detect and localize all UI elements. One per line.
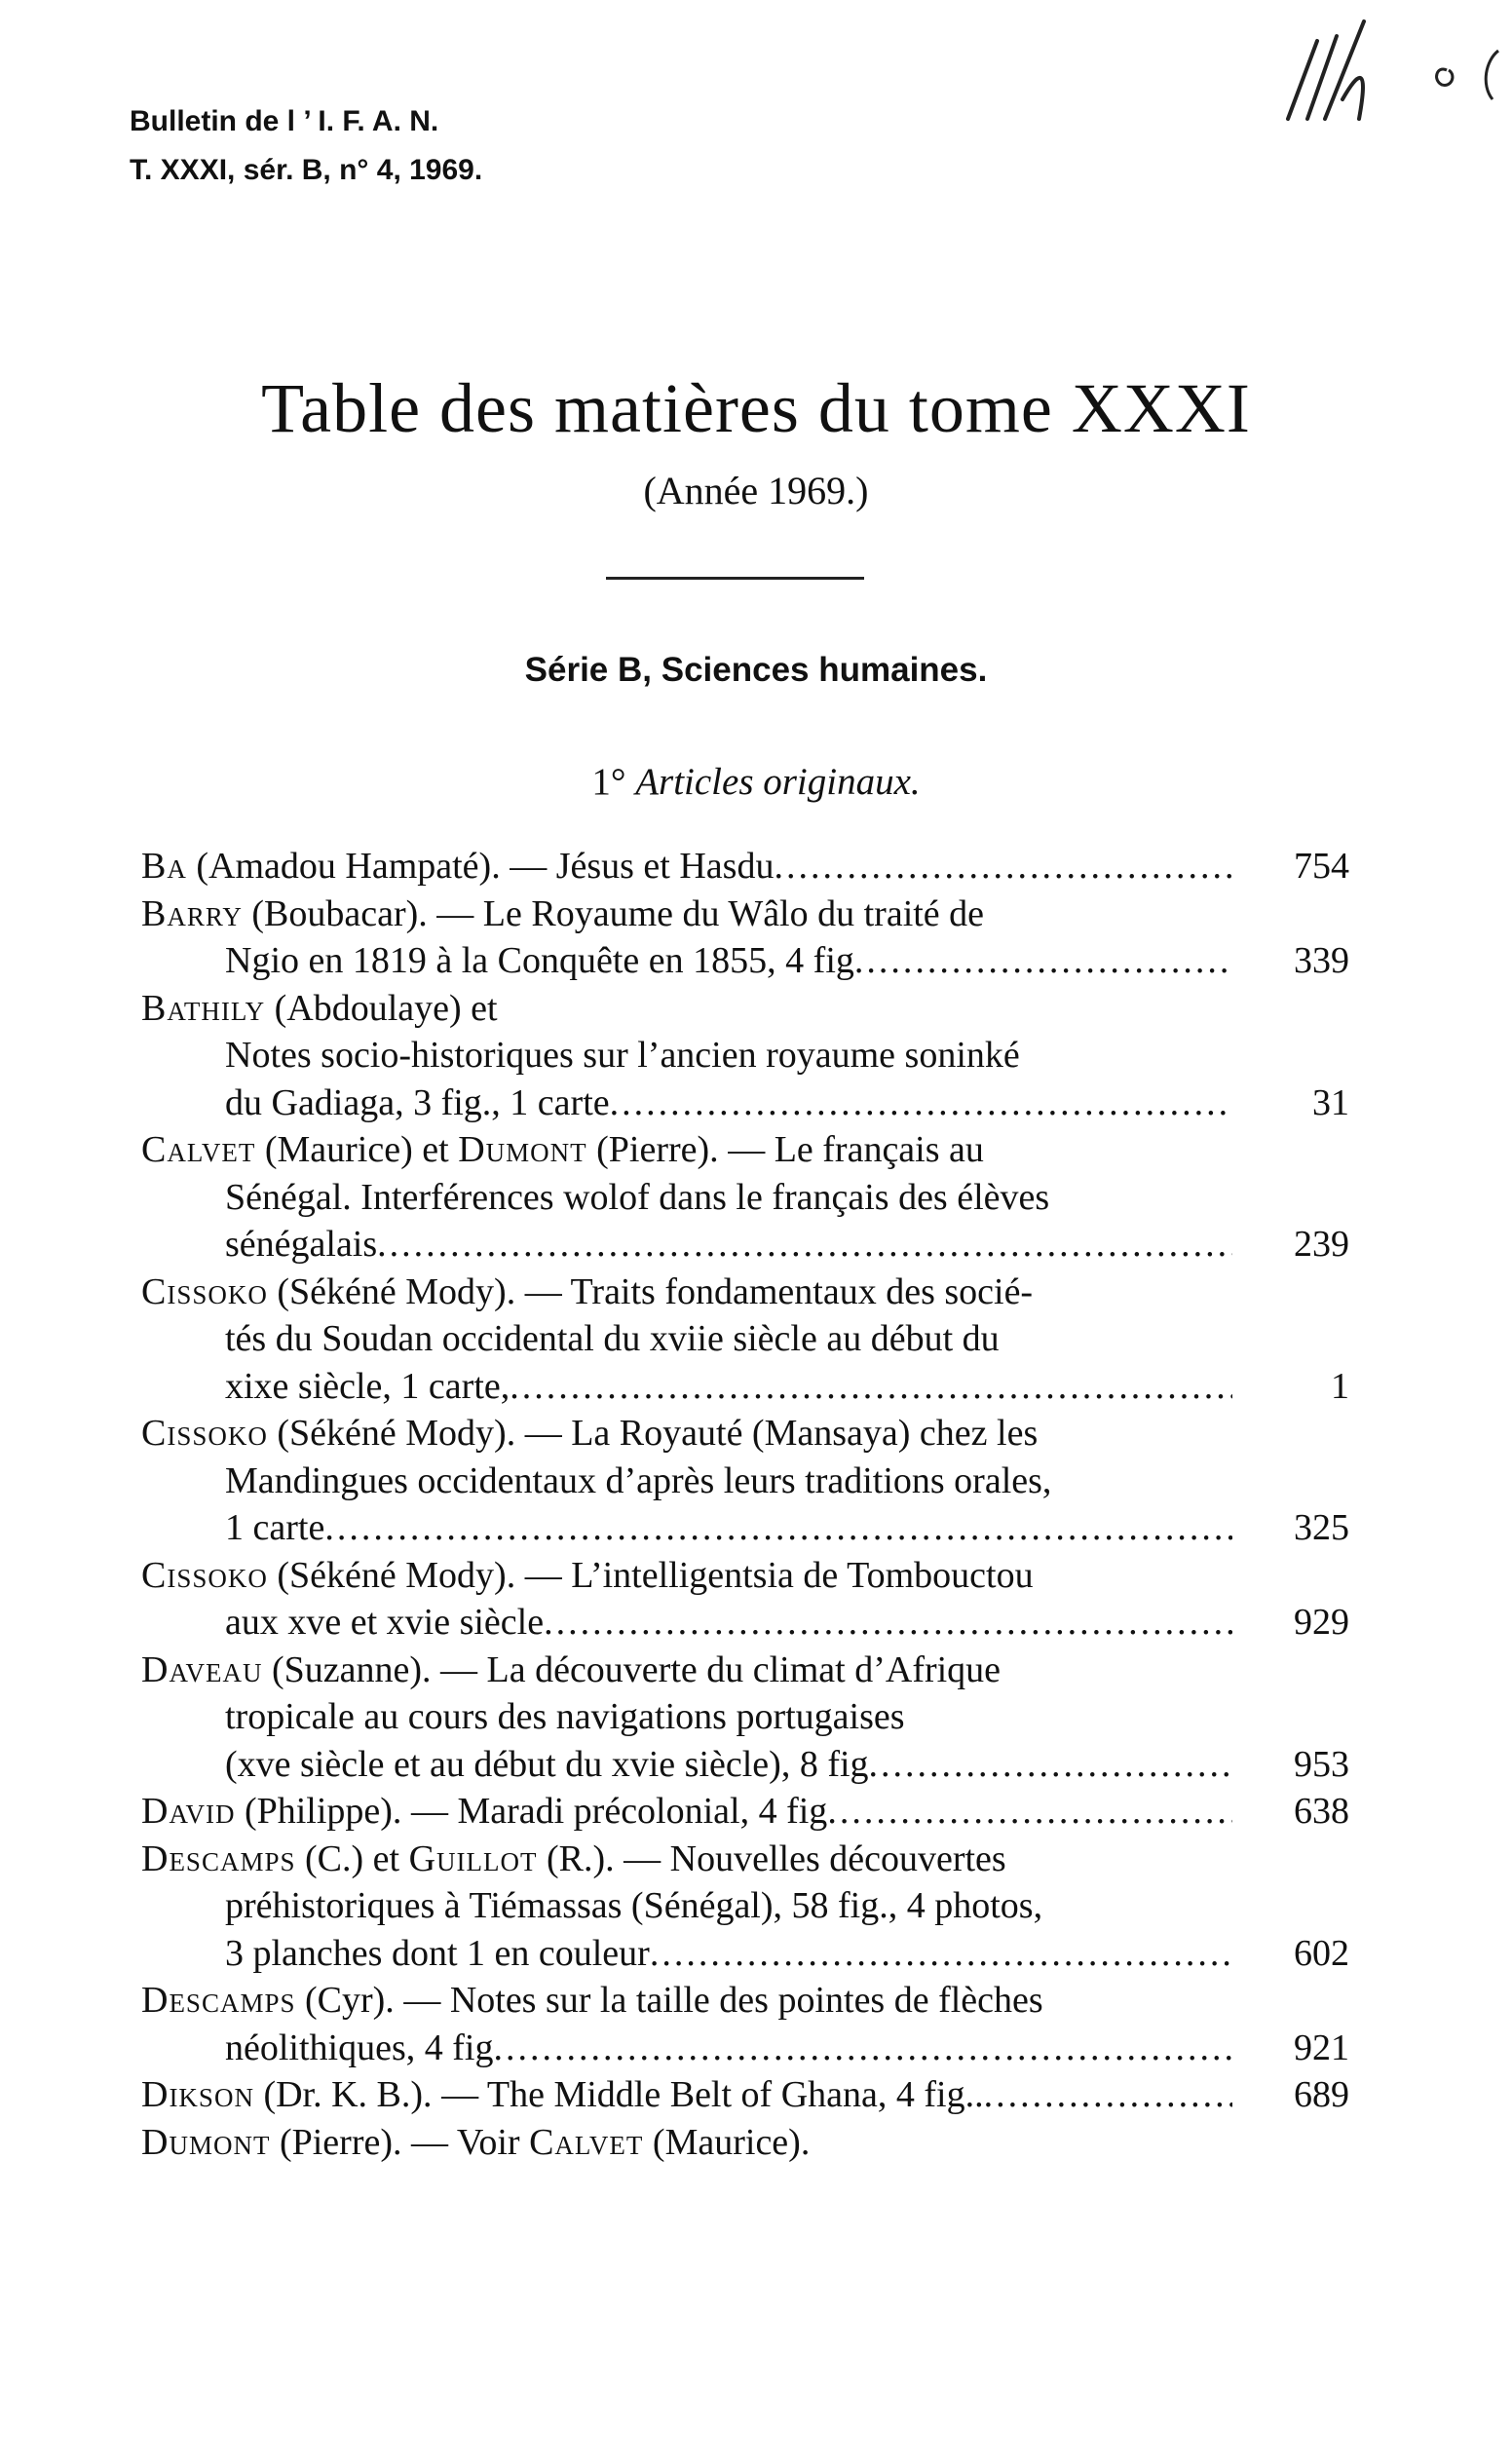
entry-coauthor-detail: (R.). <box>537 1837 615 1879</box>
entry-author-detail: (C.) et <box>295 1837 409 1879</box>
handwritten-mark-icon <box>1266 12 1510 158</box>
dot-leader <box>510 1363 1232 1411</box>
toc-entry <box>141 1647 1349 1789</box>
section-heading <box>0 760 1512 804</box>
entry-author-detail: (Philippe). <box>235 1791 402 1832</box>
entry-page-number: 1 <box>1331 1365 1349 1407</box>
entry-author: Dumont <box>141 2121 271 2163</box>
toc-entry <box>141 1269 1349 1411</box>
dot-leader <box>544 1599 1232 1647</box>
toc-entry-line <box>141 890 1349 938</box>
toc-entry-line <box>141 1315 1349 1363</box>
entry-page-number: 325 <box>1294 1507 1349 1548</box>
toc-entry-line <box>141 1882 1349 1930</box>
toc-entry <box>141 1836 1349 1978</box>
entry-title: — Notes sur la taille des pointes de flèches <box>394 1980 1043 2021</box>
toc-entry-line <box>141 1552 1349 1600</box>
entry-author: Bathily <box>141 987 266 1029</box>
entry-author: Ba <box>141 846 187 887</box>
journal-header <box>130 97 482 195</box>
toc-entry-line <box>141 1504 1349 1552</box>
entry-page-number: 921 <box>1294 2026 1349 2068</box>
entry-page-number: 602 <box>1294 1932 1349 1974</box>
entry-coauthor: Guillot <box>408 1837 538 1879</box>
title-divider <box>606 577 864 580</box>
entry-author: Cissoko <box>141 1413 268 1454</box>
toc-entry-line <box>141 1174 1349 1222</box>
toc-entry <box>141 2119 1349 2167</box>
toc-entry-line <box>141 1693 1349 1741</box>
entry-title: — La Royauté (Mansaya) chez les <box>515 1413 1039 1454</box>
toc-entry-line <box>141 1363 1349 1411</box>
dot-leader <box>854 937 1232 985</box>
entry-author: David <box>141 1791 236 1832</box>
toc-entry-line <box>141 1126 1349 1174</box>
dot-leader <box>493 2025 1232 2072</box>
entry-author: Descamps <box>141 1980 296 2021</box>
dot-leader <box>869 1741 1232 1789</box>
toc-entry-line <box>141 1741 1349 1789</box>
entry-author-detail: (Dr. K. B.). <box>253 2074 433 2115</box>
toc-entry <box>141 890 1349 985</box>
toc-entry <box>141 1126 1349 1269</box>
entry-author-detail: (Sékéné Mody). <box>267 1413 516 1454</box>
entry-page-number: 929 <box>1294 1602 1349 1643</box>
toc-entry <box>141 843 1349 890</box>
entry-coauthor-detail: (Maurice). <box>643 2121 811 2163</box>
entry-author: Dikson <box>141 2074 254 2115</box>
entry-coauthor-detail: (Pierre). <box>586 1129 719 1170</box>
entry-coauthor: Dumont <box>458 1129 587 1170</box>
entry-title-continued: Sénégal. Interférences wolof dans le français des élèves <box>225 1176 1050 1218</box>
toc-entry-line <box>141 1788 1349 1836</box>
entry-author: Cissoko <box>141 1270 268 1312</box>
table-of-contents <box>141 843 1349 2166</box>
toc-entry-line <box>141 1221 1349 1269</box>
entry-page-number: 953 <box>1294 1743 1349 1785</box>
toc-entry-line <box>141 1079 1349 1127</box>
entry-title: — Nouvelles découvertes <box>614 1837 1006 1879</box>
entry-author-detail: (Sékéné Mody). <box>267 1554 516 1596</box>
toc-entry-line <box>141 1836 1349 1883</box>
entry-title: — Le français au <box>718 1129 984 1170</box>
entry-title-continued: 3 planches dont 1 en couleur <box>225 1932 650 1974</box>
entry-title-continued: du Gadiaga, 3 fig., 1 carte <box>225 1081 610 1123</box>
toc-entry-line <box>141 1458 1349 1505</box>
entry-title: — Maradi précolonial, 4 fig <box>401 1791 828 1832</box>
entry-author: Calvet <box>141 1129 256 1170</box>
toc-entry-line <box>141 1977 1349 2025</box>
toc-entry-line <box>141 2119 1349 2167</box>
header-line-1: Bulletin de l ’ I. F. A. N. <box>130 105 439 137</box>
entry-title: — La découverte du climat d’Afrique <box>431 1648 1002 1690</box>
toc-entry-line <box>141 1269 1349 1316</box>
entry-author-detail: (Sékéné Mody). <box>267 1270 516 1312</box>
entry-title-continued: tés du Soudan occidental du xviie siècle au début du <box>225 1318 1000 1359</box>
entry-title-continued: (xve siècle et au début du xvie siècle), 8 fig <box>225 1743 869 1785</box>
entry-author-detail: (Abdoulaye) et <box>265 987 498 1029</box>
entry-title: — Traits fondamentaux des socié- <box>515 1270 1034 1312</box>
toc-entry-line <box>141 1410 1349 1458</box>
series-heading: Série B, Sciences humaines. <box>524 651 988 689</box>
entry-page-number: 31 <box>1312 1081 1349 1123</box>
dot-leader <box>650 1930 1232 1978</box>
entry-title: — L’intelligentsia de Tombouctou <box>515 1554 1034 1596</box>
entry-page-number: 689 <box>1294 2074 1349 2115</box>
entry-author: Descamps <box>141 1837 296 1879</box>
entry-title-continued: xixe siècle, 1 carte, <box>225 1365 510 1407</box>
entry-page-number: 339 <box>1294 940 1349 981</box>
toc-entry-line <box>141 2025 1349 2072</box>
toc-entry-line <box>141 937 1349 985</box>
entry-title-continued: préhistoriques à Tiémassas (Sénégal), 58 fig., 4 photos, <box>225 1885 1043 1926</box>
entry-title: — The Middle Belt of Ghana, 4 fig.. <box>432 2074 984 2115</box>
toc-entry <box>141 1977 1349 2071</box>
section-number: 1° <box>591 761 626 803</box>
entry-title: — Le Royaume du Wâlo du traité de <box>427 892 985 934</box>
toc-entry-line <box>141 1930 1349 1978</box>
dot-leader <box>774 843 1232 890</box>
header-line-2: T. XXXI, sér. B, n° 4, 1969. <box>130 154 483 186</box>
entry-title-continued: Ngio en 1819 à la Conquête en 1855, 4 fig <box>225 940 854 981</box>
dot-leader <box>377 1221 1232 1269</box>
dot-leader <box>324 1504 1232 1552</box>
toc-entry-line <box>141 843 1349 890</box>
entry-author-detail: (Cyr). <box>295 1980 395 2021</box>
entry-title-continued: sénégalais <box>225 1224 378 1265</box>
entry-author-detail: (Suzanne). <box>262 1648 432 1690</box>
page-title: Table des matières du tome XXXI <box>261 369 1251 447</box>
toc-entry-line <box>141 1032 1349 1079</box>
entry-author: Cissoko <box>141 1554 268 1596</box>
entry-title-continued: Mandingues occidentaux d’après leurs traditions orales, <box>225 1459 1052 1501</box>
dot-leader <box>610 1079 1232 1127</box>
entry-title-continued: néolithiques, 4 fig <box>225 2026 494 2068</box>
toc-entry-line <box>141 985 1349 1033</box>
entry-page-number: 638 <box>1294 1791 1349 1832</box>
toc-entry <box>141 1788 1349 1836</box>
toc-entry-line <box>141 1599 1349 1647</box>
toc-entry <box>141 985 1349 1127</box>
entry-coauthor: Calvet <box>529 2121 644 2163</box>
section-label: Articles originaux. <box>635 761 921 803</box>
entry-title-continued: tropicale au cours des navigations portugaises <box>225 1696 905 1737</box>
entry-title-continued: aux xve et xvie siècle <box>225 1602 545 1643</box>
entry-title-continued: Notes socio-historiques sur l’ancien royaume soninké <box>225 1035 1020 1076</box>
entry-author-detail: (Maurice) et <box>255 1129 459 1170</box>
toc-entry <box>141 2071 1349 2119</box>
entry-author: Barry <box>141 892 243 934</box>
entry-title: — Jésus et Hasdu <box>500 846 775 887</box>
entry-author-detail: (Pierre). <box>270 2121 402 2163</box>
entry-title-continued: 1 carte <box>225 1507 325 1548</box>
entry-author: Daveau <box>141 1648 263 1690</box>
entry-page-number: 239 <box>1294 1224 1349 1265</box>
toc-entry <box>141 1552 1349 1647</box>
entry-author-detail: (Amadou Hampaté). <box>186 846 501 887</box>
dot-leader <box>984 2071 1232 2119</box>
toc-entry-line <box>141 2071 1349 2119</box>
entry-author-detail: (Boubacar). <box>242 892 428 934</box>
toc-entry <box>141 1410 1349 1552</box>
dot-leader <box>827 1788 1232 1836</box>
entry-page-number: 754 <box>1294 846 1349 887</box>
toc-entry-line <box>141 1647 1349 1694</box>
page-subtitle: (Année 1969.) <box>643 469 869 512</box>
entry-title: — Voir <box>401 2121 530 2163</box>
